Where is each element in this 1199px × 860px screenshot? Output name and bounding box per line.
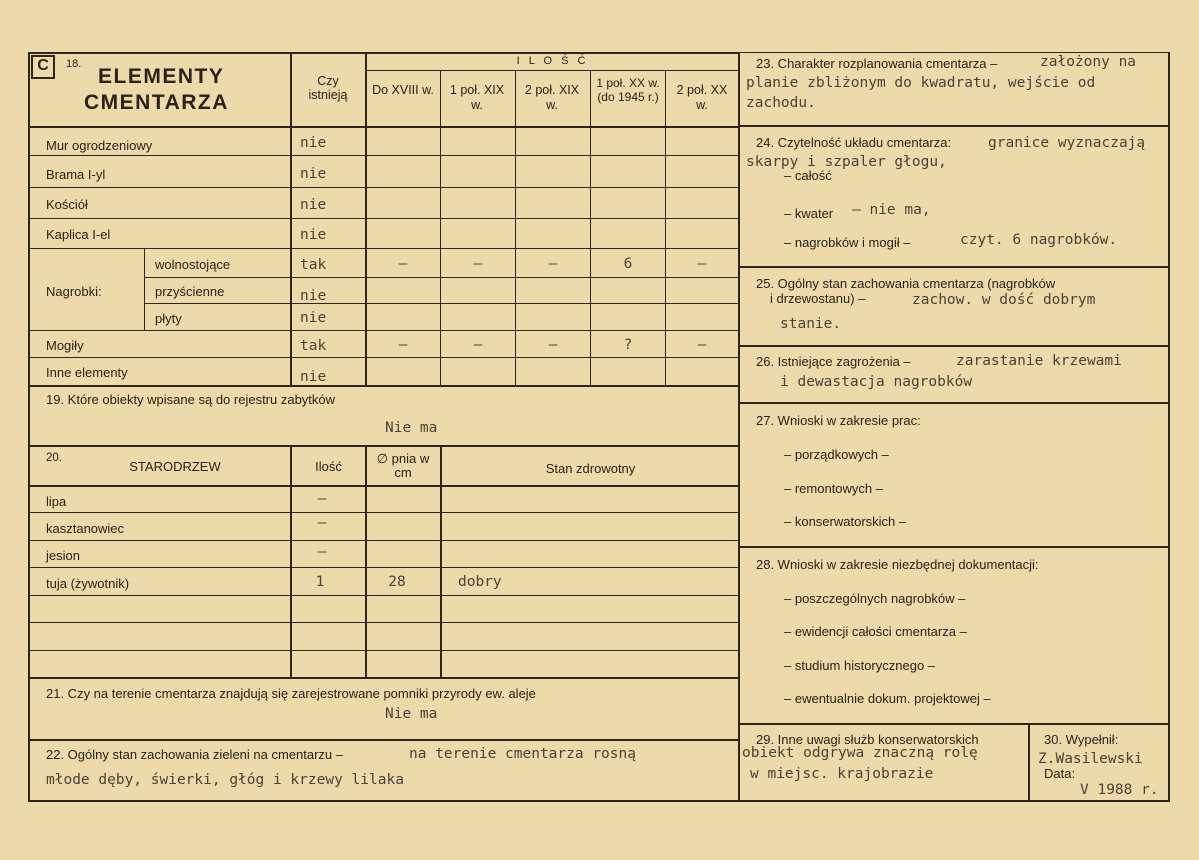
s20-header-bottom [28, 485, 739, 487]
element-exists: nie [300, 135, 327, 151]
s20-col-health: Stan zdrowotny [545, 461, 636, 476]
s26-top [740, 345, 1170, 347]
s20-top [28, 445, 739, 447]
s22-top [28, 739, 739, 741]
row-line [28, 357, 739, 358]
s26-label: 26. Istniejące zagrożenia – [756, 354, 911, 369]
count-cell: ? [623, 337, 633, 353]
period-header-1: Do XVIII w. [372, 83, 434, 97]
tree-count: – [317, 491, 327, 507]
nagrobki-exists: tak [300, 257, 327, 273]
s25-label-2: i drzewostanu) – [770, 291, 866, 306]
s27-item: – konserwatorskich – [784, 514, 907, 529]
row-line [28, 512, 739, 513]
mogily-exists: tak [300, 338, 327, 354]
s28-item: – ewentualnie dokum. projektowej – [784, 691, 991, 706]
s27-top [740, 402, 1170, 404]
row-line [28, 540, 739, 541]
tree-count: – [317, 515, 327, 531]
tree-name: tuja (żywotnik) [46, 576, 130, 591]
s27-label: 27. Wnioski w zakresie prac: [756, 413, 921, 428]
row-line [28, 595, 739, 596]
count-cell: – [697, 256, 707, 272]
s22-value-2: młode dęby, świerki, głóg i krzewy lilaka [46, 772, 404, 788]
s21-top [28, 677, 739, 679]
count-cell: – [548, 337, 558, 353]
s24-sub-kwater: – kwater [784, 206, 834, 221]
count-cell: – [473, 337, 483, 353]
element-label: Mur ogrodzeniowy [46, 138, 153, 153]
nagrobki-exists: nie [300, 310, 327, 326]
s20-col-diam: ∅ pnia w cm [376, 451, 430, 480]
title-line1: ELEMENTY [98, 65, 225, 88]
s25-value-1: zachow. w dość dobrym [912, 292, 1096, 308]
s22-label: 22. Ogólny stan zachowania zieleni na cmentarzu – [46, 747, 344, 762]
s24-label: 24. Czytelność układu cmentarza: [756, 135, 952, 150]
s19-label: 19. Które obiekty wpisane są do rejestru zabytków [46, 392, 336, 407]
s23-value-3: zachodu. [746, 95, 816, 111]
row-line [28, 622, 739, 623]
s29-value-2: w miejsc. krajobrazie [750, 766, 934, 782]
s24-sub-kwater-value: – nie ma, [852, 202, 931, 218]
s29-top [740, 723, 1170, 725]
s24-top [740, 125, 1170, 127]
s25-top [740, 266, 1170, 268]
tree-name: kasztanowiec [46, 521, 125, 536]
inne-exists: nie [300, 369, 327, 385]
form-letter: C [37, 57, 49, 74]
tree-diam: 28 [388, 574, 406, 590]
s23-value-1: założony na [1040, 54, 1137, 70]
s28-top [740, 546, 1170, 548]
element-label: Brama I-yl [46, 167, 106, 182]
s29-s30-divider [1028, 723, 1030, 801]
s27-item: – remontowych – [784, 481, 883, 496]
s19-top [28, 385, 739, 387]
ilosc-underline [366, 70, 739, 71]
frame-middle [738, 52, 740, 802]
tree-count: 1 [315, 574, 325, 590]
s23-label: 23. Charakter rozplanowania cmentarza – [756, 56, 998, 71]
frame-left [28, 52, 30, 802]
s20-col-count: Ilość [315, 459, 342, 474]
s24-sub-nagrobki: – nagrobków i mogił – [784, 235, 911, 250]
count-cell: 6 [623, 256, 633, 272]
row-line [28, 567, 739, 568]
nagrobki-type-label: wolnostojące [155, 257, 231, 272]
s29-label: 29. Inne uwagi służb konserwatorskich [756, 732, 979, 747]
inne-label: Inne elementy [46, 365, 128, 380]
tree-count: – [317, 544, 327, 560]
tree-name: lipa [46, 494, 67, 509]
section-number-18: 18. [66, 58, 82, 70]
element-exists: nie [300, 166, 327, 182]
s30-date-label: Data: [1044, 766, 1076, 781]
s28-label: 28. Wnioski w zakresie niezbędnej dokumentacji: [756, 557, 1039, 572]
s20-number: 20. [46, 452, 62, 464]
element-label: Kaplica I-el [46, 227, 111, 242]
s20-col-divider-2 [365, 446, 367, 678]
s23-value-2: planie zbliżonym do kwadratu, wejście od [746, 75, 1096, 91]
count-cell: – [548, 256, 558, 272]
nagrobki-label: Nagrobki: [46, 284, 102, 299]
count-cell: – [398, 256, 408, 272]
period-header-3: 2 poł. XIX w. [524, 83, 580, 112]
s30-date: V 1988 r. [1080, 782, 1159, 798]
period-header-5: 2 poł. XX w. [676, 83, 728, 112]
s25-value-2: stanie. [780, 316, 842, 332]
s24-value-1: granice wyznaczają [988, 135, 1146, 151]
s20-col-divider-3 [440, 446, 442, 678]
row-line [28, 330, 739, 331]
row-line [28, 218, 739, 219]
row-line [28, 650, 739, 651]
ilosc-header: I L O Ś Ć [516, 55, 589, 67]
period-header-2: 1 poł. XIX w. [449, 83, 505, 112]
s20-title: STARODRZEW [129, 459, 221, 474]
s24-sub-nagrobki-value: czyt. 6 nagrobków. [960, 232, 1118, 248]
s21-value: Nie ma [385, 706, 438, 722]
s30-name: Z.Wasilewski [1038, 751, 1143, 767]
row-line [145, 277, 739, 278]
element-exists: nie [300, 227, 327, 243]
nagrobki-exists: nie [300, 288, 327, 304]
s19-value: Nie ma [385, 420, 438, 436]
count-cell: – [398, 337, 408, 353]
s24-value-2: skarpy i szpaler głogu, [746, 154, 947, 170]
mogily-label: Mogiły [46, 338, 84, 353]
row-line [145, 303, 739, 304]
tree-name: jesion [46, 548, 80, 563]
s28-item: – ewidencji całości cmentarza – [784, 624, 967, 639]
s18-header-bottom [28, 126, 739, 128]
element-exists: nie [300, 197, 327, 213]
s18-col-divider-1 [290, 52, 292, 386]
s26-value-1: zarastanie krzewami [956, 353, 1122, 369]
frame-bottom [28, 800, 1170, 802]
s27-item: – porządkowych – [784, 447, 889, 462]
col-exists-header: Czy istnieją [308, 74, 348, 102]
row-line [28, 187, 739, 188]
period-header-4: 1 poł. XX w. (do 1945 r.) [596, 76, 660, 104]
nagrobki-type-label: płyty [155, 311, 182, 326]
s26-value-2: i dewastacja nagrobków [780, 374, 973, 390]
s28-item: – studium historycznego – [784, 658, 936, 673]
nagrobki-divider [144, 248, 145, 330]
nagrobki-type-label: przyścienne [155, 284, 225, 299]
count-cell: – [473, 256, 483, 272]
s21-label: 21. Czy na terenie cmentarza znajdują się zarejestrowane pomniki przyrody ew. aleje [46, 686, 536, 701]
count-cell: – [697, 337, 707, 353]
s30-label: 30. Wypełnił: [1044, 732, 1119, 747]
s20-col-divider-1 [290, 446, 292, 678]
s29-value-1: obiekt odgrywa znaczną rolę [742, 745, 978, 761]
s25-label-1: 25. Ogólny stan zachowania cmentarza (nagrobków [756, 276, 1056, 291]
s22-value-1: na terenie cmentarza rosną [409, 746, 636, 762]
row-line [28, 155, 739, 156]
tree-health: dobry [458, 574, 502, 590]
element-label: Kościół [46, 197, 88, 212]
title-line2: CMENTARZA [84, 91, 229, 114]
s28-item: – poszczególnych nagrobków – [784, 591, 966, 606]
s24-sub-calosc: – całość [784, 168, 832, 183]
frame-right [1168, 52, 1170, 802]
row-line [28, 248, 739, 249]
